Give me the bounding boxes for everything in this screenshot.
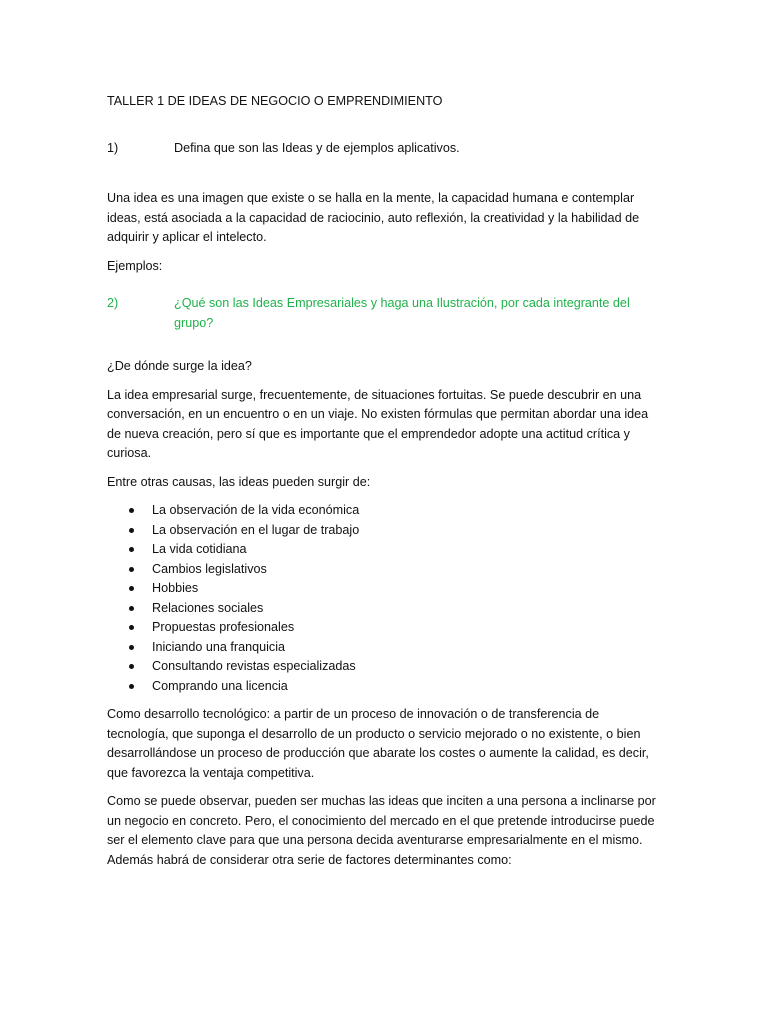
list-item-text: Relaciones sociales — [152, 600, 264, 615]
paragraph-idea-definition: Una idea es una imagen que existe o se halla en la mente, la capacidad humana e contemplar ideas, está asociada a la capacidad de raciocinio, auto reflexión, la creatividad y la habilidad de adquirir y aplicar el intelecto. — [107, 191, 640, 244]
examples-label: Ejemplos: — [107, 258, 163, 273]
list-item-text: La vida cotidiana — [152, 542, 247, 556]
paragraph-idea-origin: La idea empresarial surge, frecuentemente, de situaciones fortuitas. Se puede descubrir en una conversación, en un encuentro o en un viaje. No existen fórmulas que permitan abordar una idea de nueva creación, pero sí que es importante que el emprendedor adopte una actitud crítica y curiosa. — [107, 387, 649, 460]
bullet-icon — [129, 508, 134, 513]
list-item-text: Cambios legislativos — [152, 561, 267, 576]
list-item — [107, 677, 657, 697]
question-2-number: 2) — [107, 296, 119, 310]
causes-list — [107, 501, 657, 696]
list-item — [107, 560, 657, 580]
bullet-icon — [129, 684, 134, 689]
document-title: TALLER 1 DE IDEAS DE NEGOCIO O EMPRENDIMIENTO — [107, 94, 443, 108]
bullet-icon — [129, 606, 134, 611]
list-item-text: Hobbies — [152, 581, 199, 595]
bullet-icon — [129, 586, 134, 591]
list-item-text: Propuestas profesionales — [152, 620, 295, 634]
list-item — [107, 618, 657, 638]
paragraph-conclusion: Como se puede observar, pueden ser muchas las ideas que inciten a una persona a inclinarse por un negocio en concreto. Pero, el conocimiento del mercado en el que pretende introducirse puede ser el elemento clave para que una persona decida aventurarse empresarialmente en el mismo. Además habrá de considerar otra serie de factores determinantes como: — [107, 794, 656, 867]
document-content — [107, 92, 657, 879]
question-2 — [107, 294, 657, 333]
list-item — [107, 599, 657, 619]
list-item — [107, 638, 657, 658]
subheading-origin: ¿De dónde surge la idea? — [107, 359, 252, 373]
bullet-icon — [129, 645, 134, 650]
paragraph-causes-intro: Entre otras causas, las ideas pueden surgir de: — [107, 474, 371, 489]
list-item — [107, 521, 657, 541]
question-1-number: 1) — [107, 140, 119, 155]
question-2-text: ¿Qué son las Ideas Empresariales y haga una Ilustración, por cada integrante del grupo? — [174, 296, 630, 330]
bullet-icon — [129, 547, 134, 552]
bullet-icon — [129, 625, 134, 630]
question-1-text: Defina que son las Ideas y de ejemplos aplicativos. — [174, 140, 460, 155]
bullet-icon — [129, 528, 134, 533]
question-1 — [107, 139, 657, 159]
paragraph-tech-development: Como desarrollo tecnológico: a partir de un proceso de innovación o de transferencia de tecnología, que suponga el desarrollo de un producto o servicio mejorado o no existente, o bien desarrollándose un proceso de producción que abarate los costes o aumente la calidad, es decir, que favorezca la ventaja competitiva. — [107, 707, 649, 780]
list-item-text: La observación en el lugar de trabajo — [152, 522, 360, 537]
list-item-text: Comprando una licencia — [152, 678, 288, 693]
list-item — [107, 501, 657, 521]
list-item-text: La observación de la vida económica — [152, 503, 360, 517]
bullet-icon — [129, 664, 134, 669]
list-item-text: Consultando revistas especializadas — [152, 659, 356, 673]
list-item — [107, 657, 657, 677]
list-item — [107, 540, 657, 560]
bullet-icon — [129, 567, 134, 572]
list-item — [107, 579, 657, 599]
list-item-text: Iniciando una franquicia — [152, 639, 286, 654]
